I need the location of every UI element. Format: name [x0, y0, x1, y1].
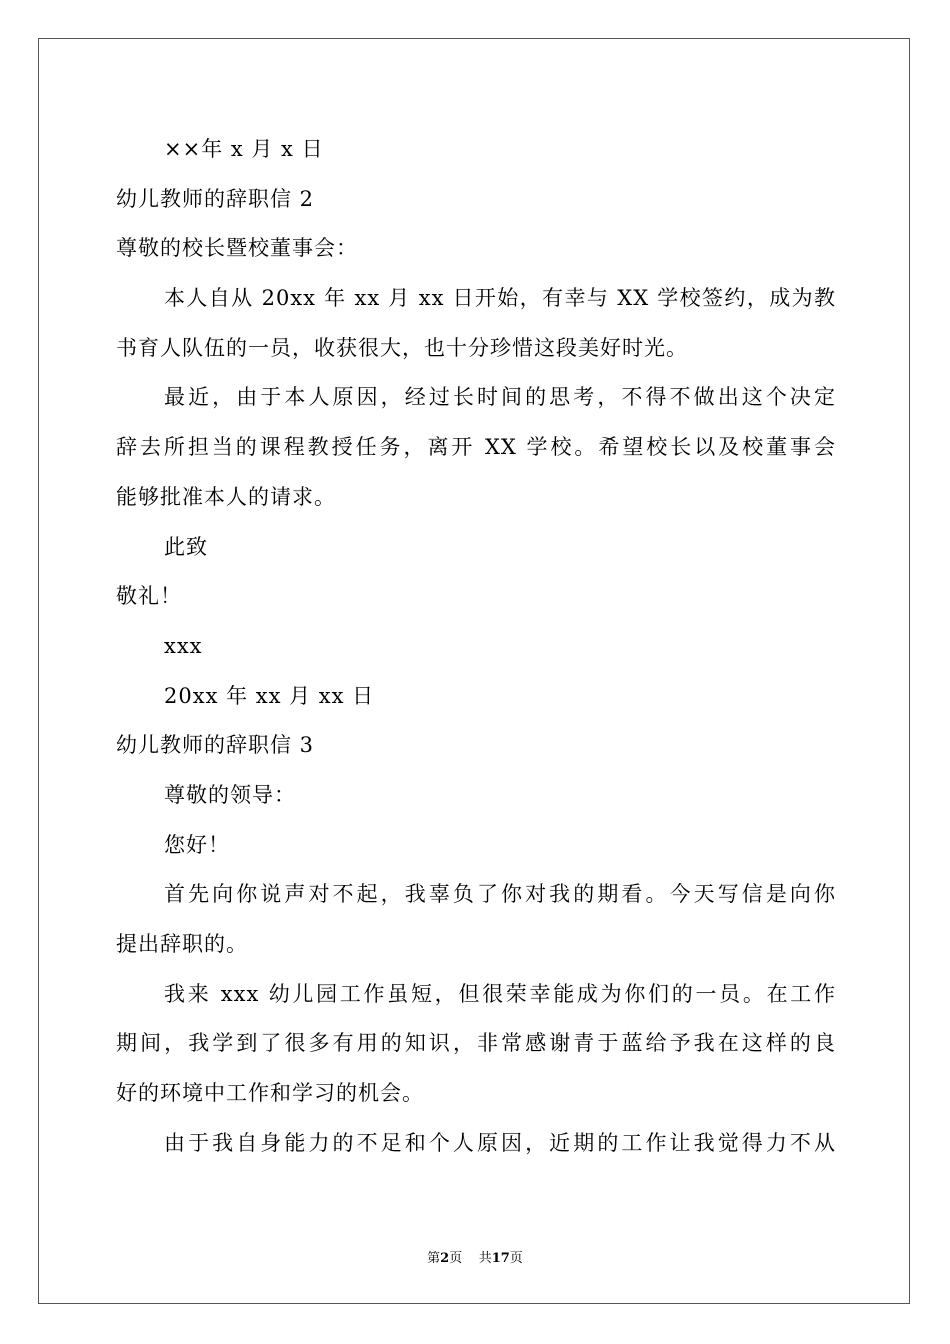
- paragraph-line: 本人自从 20xx 年 xx 月 xx 日开始，有幸与 XX 学校签约，成为教: [164, 286, 836, 311]
- total-prefix: 共: [478, 1251, 492, 1266]
- page-prefix: 第: [427, 1251, 441, 1266]
- paragraph-line: 期间，我学到了很多有用的知识，非常感谢青于蓝给予我在这样的良: [116, 1031, 836, 1056]
- greeting: 您好！: [164, 832, 230, 857]
- paragraph-line: 由于我自身能力的不足和个人原因，近期的工作让我觉得力不从: [164, 1130, 836, 1155]
- closing-line: 此致: [164, 534, 208, 559]
- paragraph-line: 我来 xxx 幼儿园工作虽短，但很荣幸能成为你们的一员。在工作: [164, 981, 836, 1006]
- salutation: 尊敬的领导：: [164, 782, 296, 807]
- page-number: 2: [440, 1251, 450, 1266]
- paragraph-line: 能够批准本人的请求。: [116, 484, 336, 509]
- document-body: [116, 125, 836, 1168]
- date-line: ××年 x 月 x 日: [164, 137, 324, 161]
- paragraph-line: 提出辞职的。: [116, 932, 248, 956]
- paragraph-line: 书育人队伍的一员，收获很大，也十分珍惜这段美好时光。: [116, 335, 688, 360]
- signature-date: 20xx 年 xx 月 xx 日: [164, 683, 375, 708]
- total-pages: 17: [491, 1251, 510, 1266]
- page-footer: [0, 1247, 950, 1266]
- salutation: 尊敬的校长暨校董事会：: [116, 236, 358, 261]
- signature: xxx: [164, 633, 203, 658]
- closing-line: 敬礼！: [116, 584, 182, 609]
- total-suffix: 页: [509, 1251, 523, 1266]
- paragraph-line: 首先向你说声对不起，我辜负了你对我的期看。今天写信是向你: [164, 882, 836, 907]
- letter-title: 幼儿教师的辞职信 2: [116, 186, 315, 211]
- page-suffix: 页: [449, 1251, 463, 1266]
- letter-title: 幼儿教师的辞职信 3: [116, 733, 315, 758]
- paragraph-line: 辞去所担当的课程教授任务，离开 XX 学校。希望校长以及校董事会: [116, 435, 836, 460]
- paragraph-line: 最近，由于本人原因，经过长时间的思考，不得不做出这个决定: [164, 385, 836, 410]
- paragraph-line: 好的环境中工作和学习的机会。: [116, 1081, 424, 1106]
